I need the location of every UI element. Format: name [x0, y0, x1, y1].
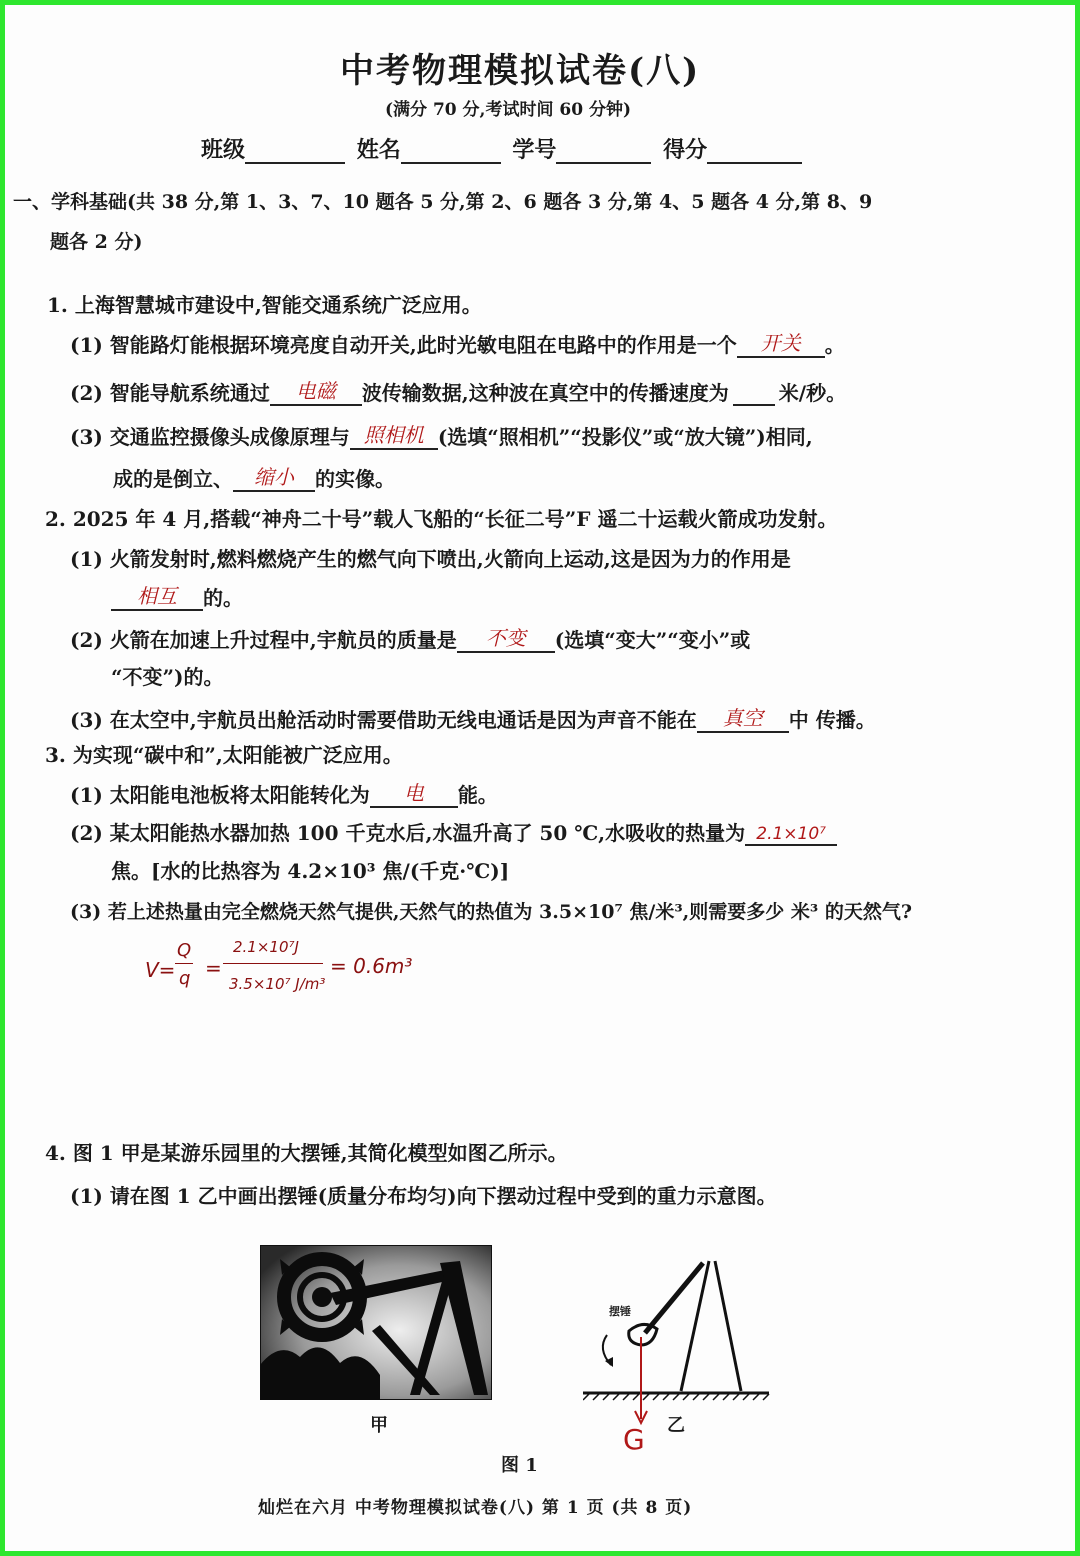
- calc-numerator: 2.1×10⁷J: [233, 938, 299, 956]
- q3-part1-end: 能。: [457, 783, 498, 807]
- figure-yi-label: 乙: [667, 1415, 685, 1436]
- q3-part3-text: (3) 若上述热量由完全燃烧天然气提供,天然气的热值为 3.5×10⁷ 焦/米³,则需要多少 米³ 的天然气?: [70, 901, 912, 923]
- student-info-row: [201, 133, 802, 164]
- calc-fraction-bar: [223, 963, 323, 964]
- figure-jia-label: 甲: [370, 1415, 388, 1436]
- score-blank: [707, 140, 802, 164]
- q2-part2: [70, 622, 750, 653]
- q1-part1-answer-blank: [737, 327, 825, 358]
- q3-part2-line2: 焦。[水的比热容为 4.2×10³ 焦/(千克·℃)]: [111, 859, 510, 883]
- q2-part2-mid: (选填“变大”“变小”或: [554, 628, 751, 652]
- q2-part1-answer: 相互: [137, 584, 177, 608]
- q1-part2-mid: 波传输数据,这种波在真空中的传播速度为: [361, 381, 729, 405]
- figure-jia-photo: [260, 1245, 492, 1400]
- q1-part3-answer2-blank: [233, 461, 315, 492]
- exam-paper: [5, 5, 1075, 1551]
- q2-part2-text: (2) 火箭在加速上升过程中,宇航员的质量是: [70, 628, 457, 652]
- calc-q-denominator: q: [179, 968, 191, 989]
- q2-part1-answer-blank: [111, 580, 203, 611]
- q3-handwritten-calculation: [145, 930, 445, 1020]
- q2-part3-end: 中 传播。: [788, 708, 876, 732]
- calc-result: = 0.6m³: [330, 954, 413, 978]
- q2-part3: [70, 702, 876, 733]
- q1-part2: [70, 375, 846, 406]
- calc-lhs: V=: [145, 958, 176, 982]
- q3-part2-answer: 2.1×10⁷: [756, 824, 826, 844]
- calc-q-fraction-bar: [175, 963, 193, 964]
- score-label: 得分: [663, 137, 708, 163]
- exam-subtitle: (满分 70 分,考试时间 60 分钟): [385, 100, 631, 120]
- q1-part3-text: (3) 交通监控摄像头成像原理与: [70, 425, 350, 449]
- figure-caption: 图 1: [501, 1455, 538, 1476]
- q1-part3-line2-text: 成的是倒立、: [113, 467, 233, 491]
- q2-part2-line2: “不变”)的。: [111, 665, 224, 689]
- q1-part2-answer-blank: [270, 375, 362, 406]
- q2-part1-line2: [111, 580, 243, 611]
- q3-part1-answer: 电: [403, 781, 424, 805]
- section1-heading-line2: 题各 2 分): [50, 231, 143, 253]
- class-label: 班级: [201, 137, 246, 163]
- q3-part1: [70, 777, 498, 808]
- page-footer: 灿烂在六月 中考物理模拟试卷(八) 第 1 页 (共 8 页): [258, 1498, 693, 1518]
- id-label: 学号: [512, 137, 557, 163]
- q2-part3-answer: 真空: [722, 706, 763, 730]
- calc-q-numerator: Q: [177, 940, 192, 961]
- q3-part1-text: (1) 太阳能电池板将太阳能转化为: [70, 783, 370, 807]
- q3-part2: [70, 817, 837, 846]
- q3-part2-answer-blank: [745, 820, 837, 846]
- q1-part3-answer-blank: [350, 419, 438, 450]
- q1-part3: [70, 419, 813, 450]
- q3-part1-answer-blank: [370, 777, 458, 808]
- q1-part3-mid: (选填“照相机”“投影仪”或“放大镜”)相同,: [437, 425, 813, 449]
- q1-part1: [70, 327, 845, 358]
- q1-part3-end: 的实像。: [315, 467, 395, 491]
- id-blank: [556, 140, 651, 164]
- q2-part2-answer: 不变: [485, 626, 526, 650]
- q1-stem: 1. 上海智慧城市建设中,智能交通系统广泛应用。: [47, 293, 482, 317]
- name-blank: [401, 140, 501, 164]
- q1-part3-line2: [113, 461, 395, 492]
- q2-part3-text: (3) 在太空中,宇航员出舱活动时需要借助无线电通话是因为声音不能在: [70, 708, 697, 732]
- q2-part2-answer-blank: [457, 622, 555, 653]
- q2-stem: 2. 2025 年 4 月,搭载“神舟二十号”载人飞船的“长征二号”F 遥二十运载火箭成功发射。: [45, 507, 838, 531]
- q3-stem: 3. 为实现“碳中和”,太阳能被广泛应用。: [45, 743, 403, 767]
- q1-part2-end: 米/秒。: [778, 381, 847, 405]
- q1-part2-text: (2) 智能导航系统通过: [70, 381, 270, 405]
- q1-part2-answer: 电磁: [295, 379, 336, 403]
- q2-part1-text: (1) 火箭发射时,燃料燃烧产生的燃气向下喷出,火箭向上运动,这是因为力的作用是: [70, 547, 791, 571]
- exam-title: 中考物理模拟试卷(八): [340, 51, 701, 91]
- q1-part1-answer: 开关: [760, 331, 801, 355]
- q3-part2-text: (2) 某太阳能热水器加热 100 千克水后,水温升高了 50 ℃,水吸收的热量为: [70, 821, 746, 845]
- figure-gravity-label: G: [623, 1423, 645, 1456]
- q4-stem: 4. 图 1 甲是某游乐园里的大摆锤,其简化模型如图乙所示。: [45, 1141, 568, 1165]
- figure-bob-label: 摆锤: [609, 1305, 631, 1318]
- section1-heading-line1: 一、学科基础(共 38 分,第 1、3、7、10 题各 5 分,第 2、6 题各 3 分,第 4、5 题各 4 分,第 8、9: [13, 191, 873, 213]
- q4-part1-text: (1) 请在图 1 乙中画出摆锤(质量分布均匀)向下摆动过程中受到的重力示意图。: [70, 1184, 777, 1208]
- q2-part1-end: 的。: [203, 586, 243, 610]
- q1-part3-answer2: 缩小: [254, 465, 294, 489]
- name-label: 姓名: [356, 137, 401, 163]
- calc-equals: =: [205, 956, 222, 980]
- class-blank: [245, 140, 345, 164]
- calc-denominator: 3.5×10⁷ J/m³: [229, 975, 326, 993]
- q1-part1-end: 。: [824, 333, 845, 357]
- q2-part3-answer-blank: [697, 702, 789, 733]
- q1-part3-answer: 照相机: [363, 423, 424, 447]
- q1-part2-speed-blank: [733, 404, 775, 406]
- q1-part1-text: (1) 智能路灯能根据环境亮度自动开关,此时光敏电阻在电路中的作用是一个: [70, 333, 737, 357]
